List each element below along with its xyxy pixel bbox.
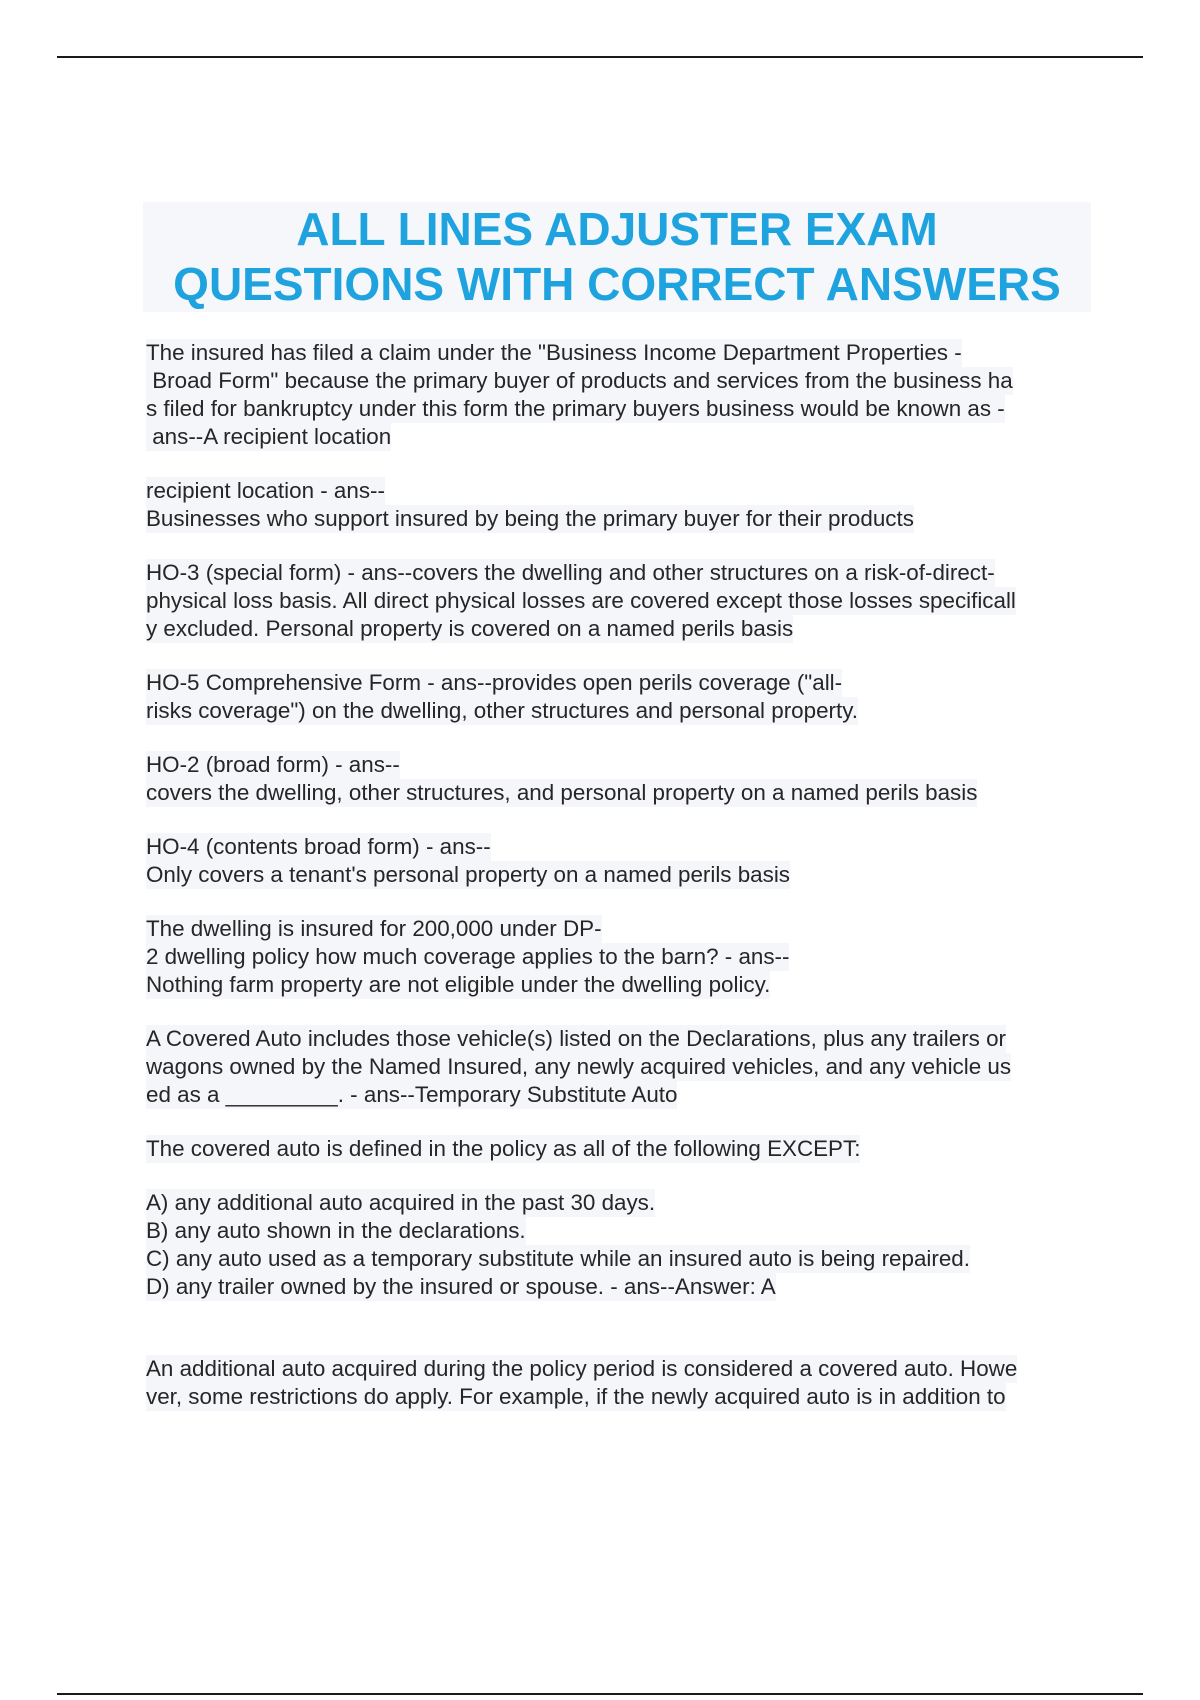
- qa-entry: [146, 833, 1096, 889]
- qa-text-line: A) any additional auto acquired in the past 30 days.: [146, 1190, 656, 1215]
- title-line-1: ALL LINES ADJUSTER EXAM: [296, 203, 938, 255]
- qa-text-line: Broad Form" because the primary buyer of products and services from the business ha: [146, 368, 1013, 393]
- qa-text-line: The dwelling is insured for 200,000 under DP-: [146, 916, 602, 941]
- qa-text-line: D) any trailer owned by the insured or spouse. - ans--Answer: A: [146, 1274, 776, 1299]
- footer-rule: [57, 1693, 1143, 1695]
- title-line-2: QUESTIONS WITH CORRECT ANSWERS: [173, 258, 1061, 310]
- qa-text-line: HO-5 Comprehensive Form - ans--provides open perils coverage ("all-: [146, 670, 843, 695]
- qa-entry: [146, 751, 1096, 807]
- qa-text-line: The covered auto is defined in the policy as all of the following EXCEPT:: [146, 1136, 861, 1161]
- qa-text-line: y excluded. Personal property is covered on a named perils basis: [146, 616, 794, 641]
- qa-entry: [146, 477, 1096, 533]
- qa-text-line: recipient location - ans--: [146, 478, 385, 503]
- qa-entry: [146, 1025, 1096, 1109]
- qa-entry: [146, 669, 1096, 725]
- qa-entry: [146, 915, 1096, 999]
- qa-text-line: B) any auto shown in the declarations.: [146, 1218, 526, 1243]
- qa-entry: [146, 559, 1096, 643]
- document-body: [146, 339, 1096, 1437]
- qa-entry: [146, 1355, 1096, 1411]
- header-rule: [57, 56, 1143, 58]
- qa-text-line: An additional auto acquired during the policy period is considered a covered auto. Howe: [146, 1356, 1018, 1381]
- qa-text-line: Nothing farm property are not eligible under the dwelling policy.: [146, 972, 771, 997]
- qa-text-line: ans--A recipient location: [146, 424, 392, 449]
- qa-entry: [146, 339, 1096, 451]
- qa-text-line: HO-2 (broad form) - ans--: [146, 752, 400, 777]
- qa-text-line: ed as a _________. - ans--Temporary Substitute Auto: [146, 1082, 678, 1107]
- qa-text-line: HO-3 (special form) - ans--covers the dwelling and other structures on a risk-of-direct-: [146, 560, 995, 585]
- qa-text-line: C) any auto used as a temporary substitute while an insured auto is being repaired.: [146, 1246, 970, 1271]
- qa-entry: [146, 1189, 1096, 1301]
- qa-text-line: ver, some restrictions do apply. For example, if the newly acquired auto is in addition to: [146, 1384, 1006, 1409]
- qa-text-line: covers the dwelling, other structures, and personal property on a named perils basis: [146, 780, 978, 805]
- document-title: [143, 202, 1091, 312]
- qa-text-line: 2 dwelling policy how much coverage applies to the barn? - ans--: [146, 944, 790, 969]
- qa-text-line: The insured has filed a claim under the "Business Income Department Properties -: [146, 340, 962, 365]
- qa-text-line: wagons owned by the Named Insured, any newly acquired vehicles, and any vehicle us: [146, 1054, 1012, 1079]
- qa-text-line: s filed for bankruptcy under this form the primary buyers business would be known as -: [146, 396, 1005, 421]
- qa-text-line: HO-4 (contents broad form) - ans--: [146, 834, 491, 859]
- qa-text-line: Only covers a tenant's personal property on a named perils basis: [146, 862, 790, 887]
- qa-text-line: risks coverage") on the dwelling, other structures and personal property.: [146, 698, 858, 723]
- qa-text-line: physical loss basis. All direct physical losses are covered except those losses specificall: [146, 588, 1016, 613]
- qa-entry: [146, 1135, 1096, 1163]
- qa-text-line: A Covered Auto includes those vehicle(s) listed on the Declarations, plus any trailers or: [146, 1026, 1006, 1051]
- qa-text-line: Businesses who support insured by being the primary buyer for their products: [146, 506, 914, 531]
